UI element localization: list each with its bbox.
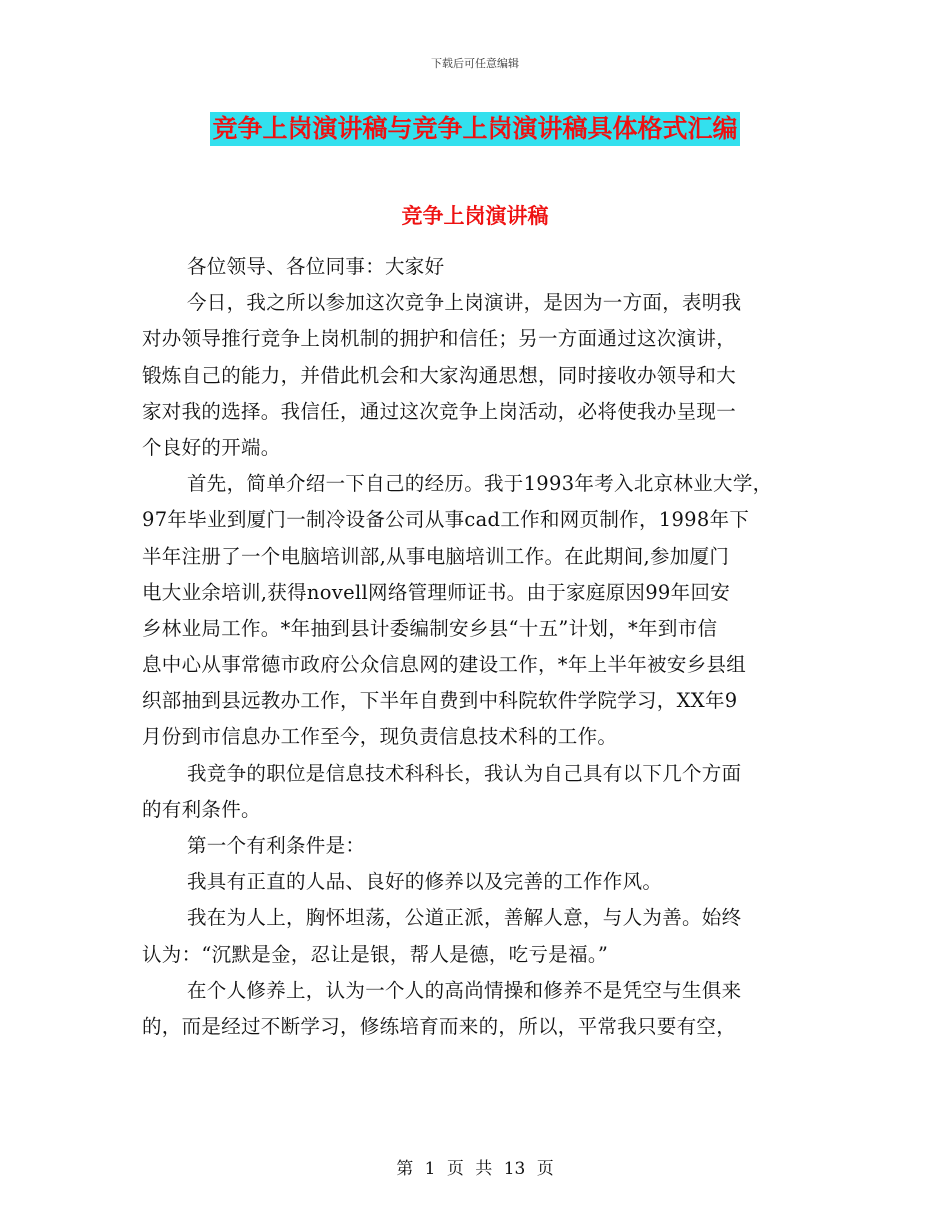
main-title-container (0, 112, 950, 146)
paragraph-line: 第一个有利条件是： (187, 834, 366, 857)
paragraph-line: 认为：“沉默是金，忍让是银，帮人是德，吃亏是福。” (142, 942, 609, 966)
paragraph-line: 的，而是经过不断学习，修练培育而来的，所以，平常我只要有空， (142, 1014, 737, 1038)
paragraph-line: 在个人修养上，认为一个人的高尚情操和修养不是凭空与生俱来 (187, 978, 742, 1002)
document-body (142, 249, 807, 1045)
salutation-line: 各位领导、各位同事：大家好 (187, 255, 445, 278)
paragraph-line: 我竞争的职位是信息技术科科长，我认为自己具有以下几个方面 (187, 761, 742, 785)
paragraph-line: 家对我的选择。我信任，通过这次竞争上岗活动，必将使我办呈现一 (142, 399, 737, 423)
paragraph-line: 首先，简单介绍一下自己的经历。我于1993年考入北京林业大学， (187, 472, 773, 496)
page-header-note: 下载后可任意编辑 (431, 57, 519, 70)
paragraph-line: 月份到市信息办工作至今，现负责信息技术科的工作。 (142, 725, 618, 749)
paragraph-line: 锻炼自己的能力，并借此机会和大家沟通思想，同时接收办领导和大 (142, 363, 737, 387)
paragraph-line: 97年毕业到厦门一制冷设备公司从事cad工作和网页制作，1998年下 (142, 508, 750, 532)
main-title: 竞争上岗演讲稿与竞争上岗演讲稿具体格式汇编 (210, 112, 739, 146)
paragraph-line: 对办领导推行竞争上岗机制的拥护和信任；另一方面通过这次演讲， (142, 327, 737, 351)
paragraph-line: 乡林业局工作。*年抽到县计委编制安乡县“十五”计划，*年到市信 (142, 616, 718, 640)
paragraph-line: 电大业余培训,获得novell网络管理师证书。由于家庭原因99年回安 (142, 580, 731, 604)
paragraph-line: 今日，我之所以参加这次竞争上岗演讲，是因为一方面，表明我 (187, 291, 742, 315)
paragraph-line: 我具有正直的人品、良好的修养以及完善的工作作风。 (187, 870, 663, 894)
paragraph-line: 我在为人上，胸怀坦荡，公道正派，善解人意，与人为善。始终 (187, 906, 742, 930)
sub-title: 竞争上岗演讲稿 (401, 204, 549, 228)
paragraph-line: 织部抽到县远教办工作，下半年自费到中科院软件学院学习，XX年9 (142, 689, 738, 713)
paragraph-line: 的有利条件。 (142, 797, 261, 821)
page-number-footer: 第 1 页 共 13 页 (396, 1159, 554, 1179)
paragraph-line: 息中心从事常德市政府公众信息网的建设工作，*年上半年被安乡县组 (142, 653, 747, 677)
paragraph-line: 半年注册了一个电脑培训部,从事电脑培训工作。在此期间,参加厦门 (142, 544, 730, 568)
paragraph-line: 个良好的开端。 (142, 435, 281, 459)
